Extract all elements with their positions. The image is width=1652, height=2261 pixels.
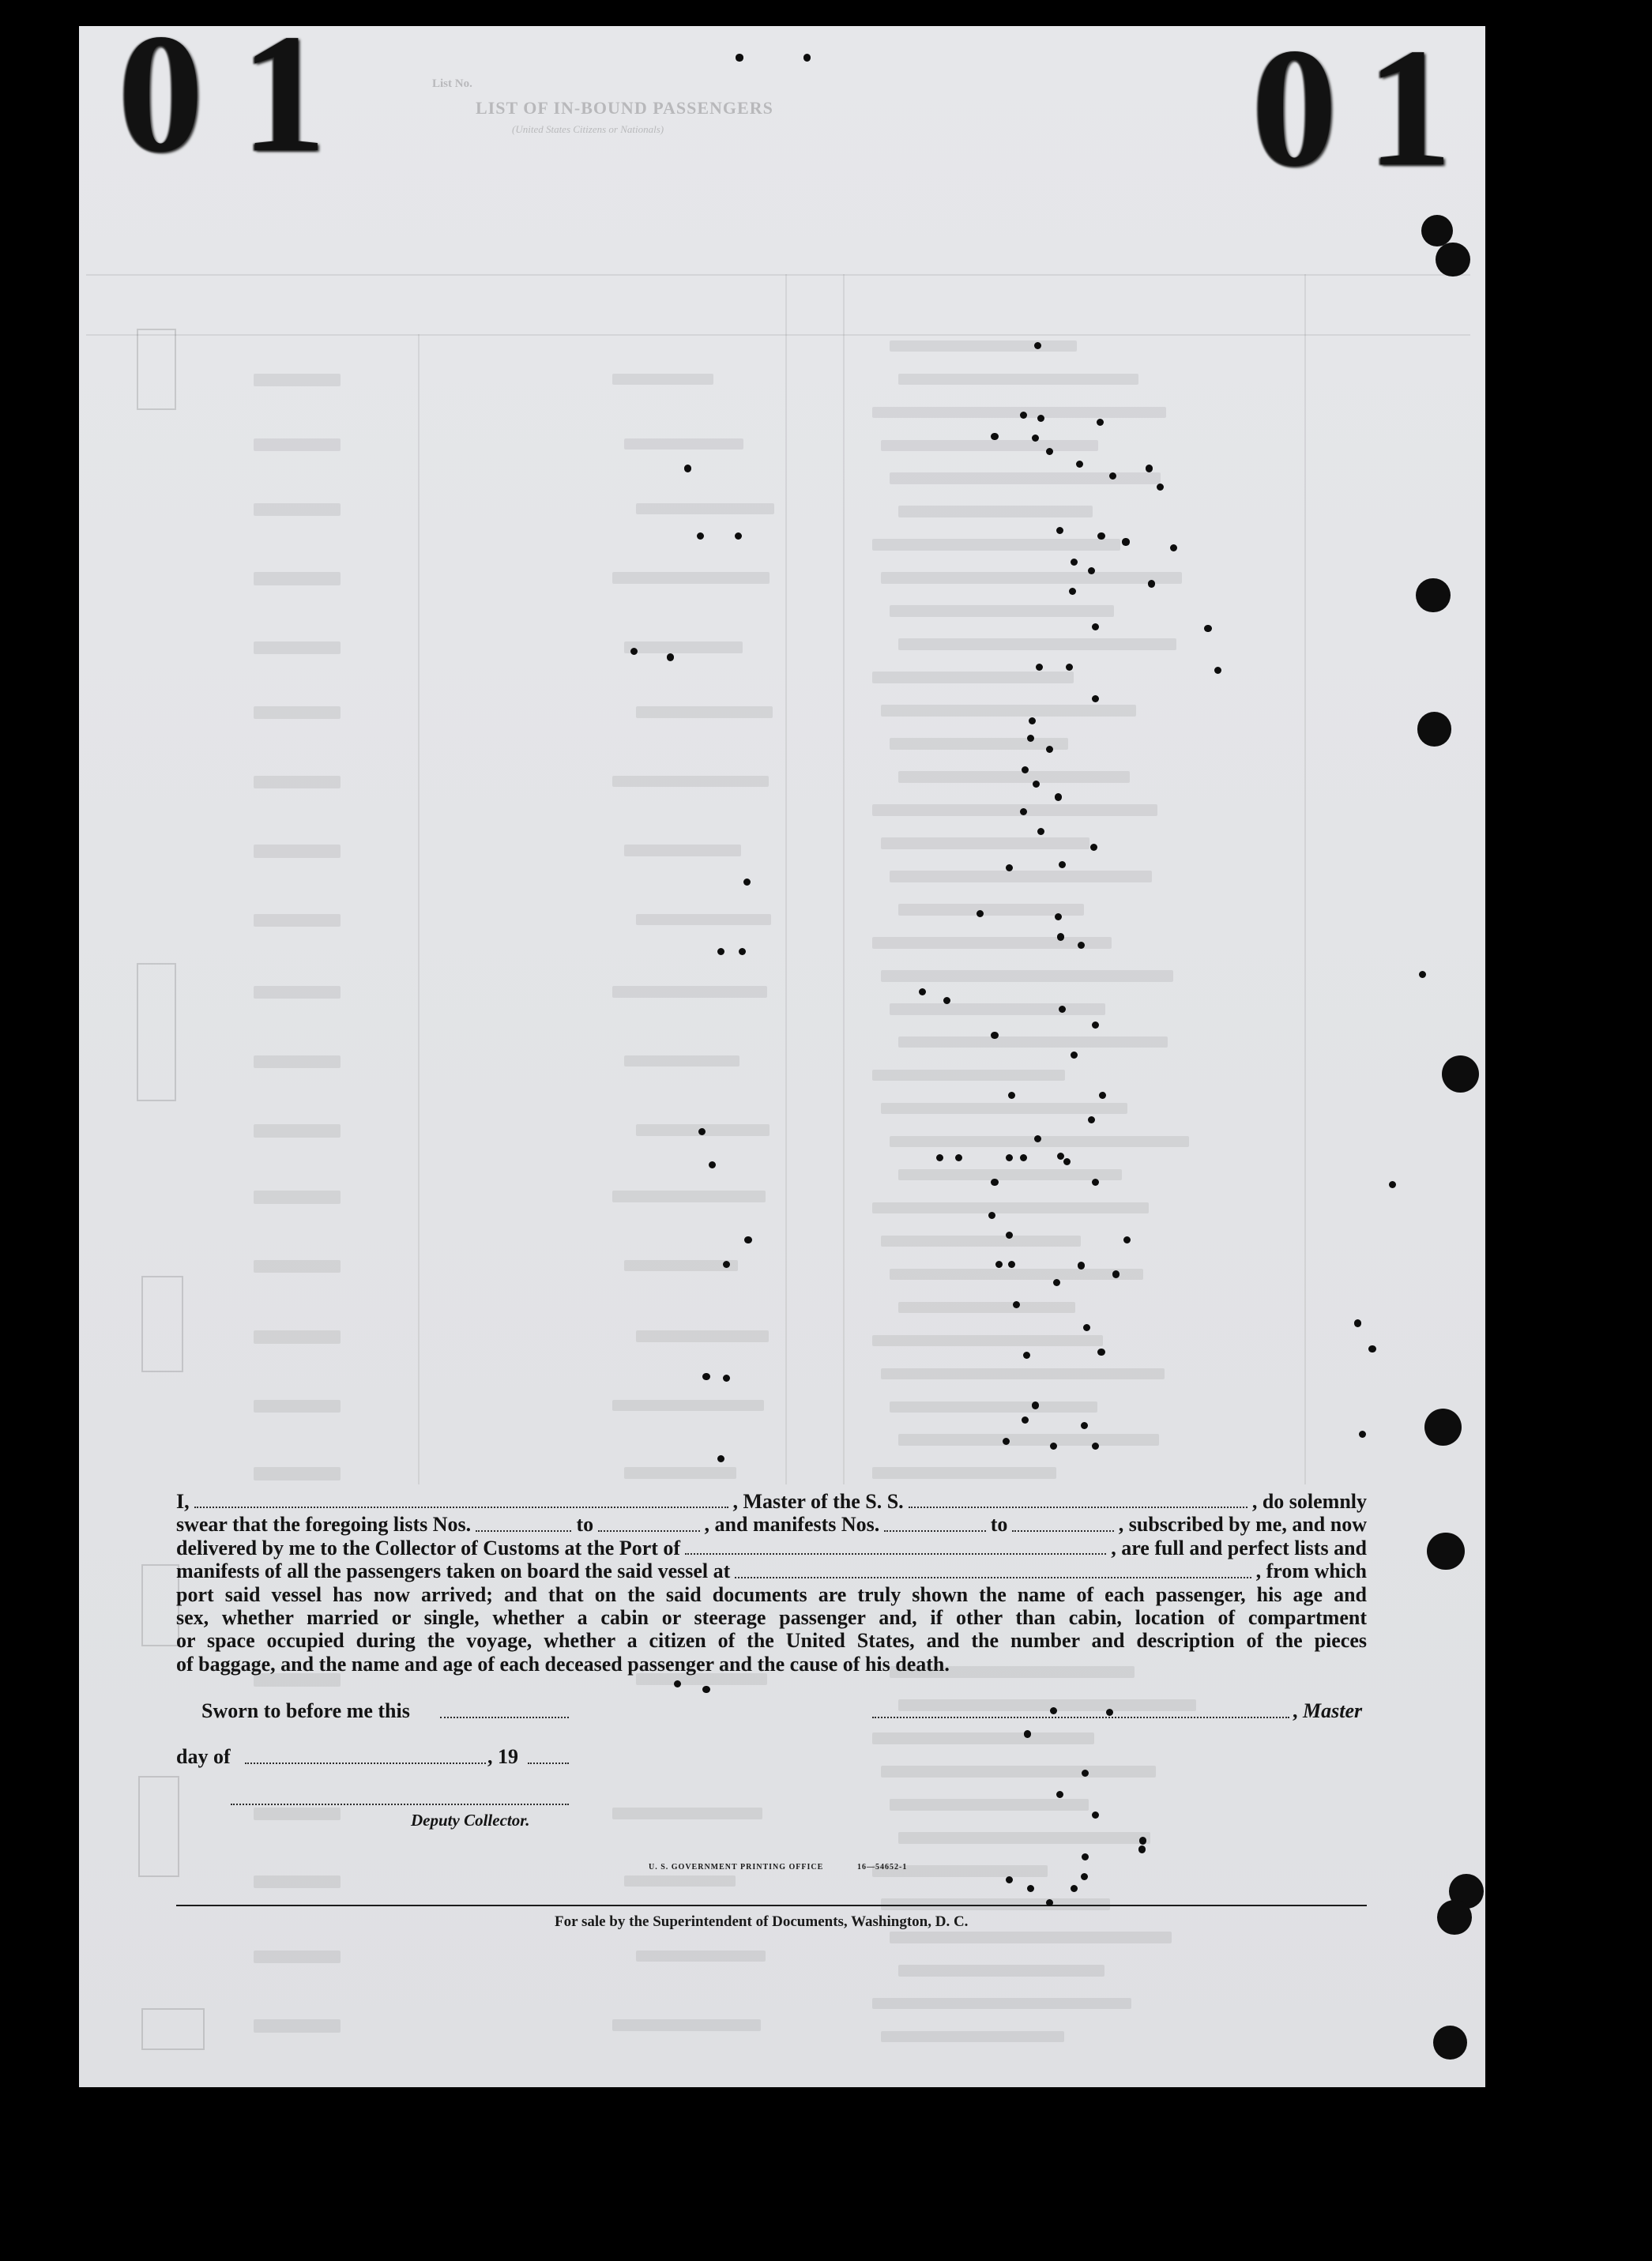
- master-comma: ,: [1293, 1699, 1298, 1722]
- bleed-text-mark: [624, 1467, 736, 1479]
- manifest-from-blank: [884, 1530, 985, 1532]
- ink-dot: [1027, 1885, 1034, 1892]
- ink-dot: [1138, 1845, 1146, 1853]
- oath-text: delivered by me to the Collector of Customs at the Port of: [176, 1536, 681, 1559]
- bleed-text-mark: [254, 706, 340, 719]
- bleed-text-mark: [881, 572, 1182, 584]
- bleed-text-mark: [612, 986, 766, 998]
- bleed-text-mark: [898, 1434, 1159, 1446]
- ink-dot: [1050, 1443, 1057, 1450]
- bleed-stamp-box: [141, 1564, 179, 1646]
- ink-dot: [936, 1154, 943, 1161]
- bleed-text-mark: [612, 1400, 764, 1412]
- bleed-text-mark: [881, 1236, 1082, 1247]
- bleed-text-mark: [872, 1467, 1057, 1479]
- ink-dot: [1022, 766, 1029, 773]
- bleed-text-mark: [872, 1202, 1149, 1214]
- oath-line: or space occupied during the voyage, whether a citizen of the United States, and the number and description of the pieces: [176, 1629, 1367, 1653]
- list-from-blank: [476, 1530, 571, 1532]
- punch-hole: [1424, 1409, 1462, 1446]
- bleed-text-mark: [890, 1401, 1097, 1413]
- ink-dot: [1055, 793, 1062, 800]
- ink-dot: [1088, 1116, 1095, 1123]
- bleed-text-mark: [881, 970, 1173, 982]
- bleed-text-mark: [636, 1951, 766, 1962]
- year-prefix: , 19: [487, 1745, 518, 1768]
- bleed-text-mark: [254, 1400, 340, 1413]
- ink-dot: [1006, 864, 1013, 871]
- ink-dot: [1020, 412, 1027, 419]
- oath-line: sex, whether married or single, whether a cabin or steerage passenger and, if other than cabin, location of compartment: [176, 1605, 1367, 1629]
- bleed-text-mark: [254, 1260, 340, 1273]
- day-of-label: day of: [176, 1745, 231, 1768]
- ink-dot: [988, 1212, 995, 1219]
- bleed-text-mark: [254, 914, 340, 927]
- bleed-text-mark: [898, 1832, 1150, 1844]
- bleed-text-mark: [254, 641, 340, 654]
- bleed-text-mark: [612, 1191, 765, 1202]
- ink-dot: [1055, 913, 1062, 920]
- ink-dot: [1139, 1837, 1146, 1844]
- ink-dot: [702, 1373, 709, 1380]
- ink-dot: [1170, 544, 1177, 551]
- oath-text: , are full and perfect lists and: [1111, 1536, 1367, 1559]
- bleed-text-mark: [612, 374, 713, 386]
- ink-dot: [717, 1455, 724, 1462]
- ink-dot: [1029, 717, 1036, 724]
- ink-dot: [1032, 1401, 1039, 1409]
- bleed-text-mark: [612, 776, 768, 788]
- punch-hole: [1437, 1900, 1472, 1935]
- ink-dot: [739, 948, 746, 955]
- bleed-text-mark: [636, 914, 772, 926]
- bleed-text-mark: [254, 572, 340, 585]
- bleed-row-rule: [86, 334, 1470, 336]
- ink-dot: [743, 878, 751, 886]
- bleed-text-mark: [254, 845, 340, 857]
- ink-dot: [1046, 1899, 1053, 1906]
- bleed-text-mark: [872, 1070, 1065, 1082]
- ink-dot: [1006, 1232, 1013, 1239]
- ink-dot: [1006, 1154, 1013, 1161]
- bleed-text-mark: [872, 804, 1157, 816]
- bleed-text-mark: [898, 1965, 1104, 1977]
- bleed-text-mark: [636, 503, 774, 515]
- bleed-row-rule: [86, 274, 1470, 276]
- ink-dot: [1020, 808, 1027, 815]
- bleed-column-rule: [1304, 274, 1306, 1485]
- bleed-text-mark: [254, 1808, 340, 1820]
- port-of-arrival-blank: [685, 1553, 1106, 1555]
- bleed-column-rule: [843, 274, 845, 1485]
- ink-dot: [1122, 538, 1129, 545]
- ink-dot: [1092, 1443, 1099, 1450]
- ink-dot: [1078, 1262, 1085, 1269]
- bleed-text-mark: [254, 374, 340, 386]
- ink-dot: [736, 54, 743, 61]
- bleed-text-mark: [254, 1055, 340, 1068]
- bleed-text-mark: [254, 776, 340, 788]
- bleed-text-mark: [254, 1951, 340, 1963]
- bleed-text-mark: [872, 1732, 1094, 1744]
- manifest-to-blank: [1012, 1530, 1113, 1532]
- ink-dot: [717, 948, 724, 955]
- ink-dot: [803, 54, 811, 61]
- bleed-text-mark: [872, 1998, 1131, 2010]
- ink-dot: [955, 1154, 962, 1161]
- oath-text: , subscribed by me, and now: [1118, 1513, 1367, 1537]
- bleed-text-mark: [254, 986, 340, 999]
- ink-dot: [1071, 1051, 1078, 1059]
- bleed-text-mark: [254, 2019, 340, 2032]
- bleed-text-mark: [890, 1269, 1143, 1281]
- ink-dot: [744, 1236, 751, 1243]
- bleed-text-mark: [872, 672, 1074, 683]
- master-oath-paragraph: [176, 1490, 1367, 1676]
- ink-dot: [1081, 1422, 1088, 1429]
- ink-dot: [1022, 1416, 1029, 1424]
- ink-dot: [1056, 1791, 1063, 1798]
- ink-dot: [1057, 933, 1064, 940]
- bleed-form-subtitle: (United States Citizens or Nationals): [512, 123, 664, 135]
- bleed-text-mark: [872, 937, 1112, 949]
- bleed-text-mark: [881, 1368, 1165, 1380]
- ink-dot: [1023, 1352, 1030, 1359]
- for-sale-notice: For sale by the Superintendent of Documents, Washington, D. C.: [555, 1913, 969, 1930]
- ink-dot: [1059, 1006, 1066, 1013]
- ink-dot: [702, 1686, 709, 1693]
- ink-dot: [1148, 580, 1155, 587]
- oath-text: , and manifests Nos.: [704, 1513, 880, 1537]
- ink-dot: [1204, 625, 1211, 632]
- oath-line: [176, 1537, 1367, 1559]
- ink-dot: [1046, 448, 1053, 455]
- bleed-text-mark: [254, 1124, 340, 1137]
- ink-dot: [723, 1261, 730, 1268]
- ink-dot: [1092, 1021, 1099, 1029]
- punch-hole: [1427, 1533, 1464, 1570]
- oath-line: of baggage, and the name and age of each deceased passenger and the cause of his death.: [176, 1652, 950, 1676]
- sworn-before-label: Sworn to before me this: [201, 1699, 410, 1722]
- ink-dot: [1071, 559, 1078, 566]
- bleed-text-mark: [636, 706, 773, 718]
- bleed-text-mark: [881, 440, 1099, 452]
- bleed-text-mark: [898, 1169, 1122, 1181]
- bleed-text-mark: [898, 374, 1139, 386]
- deputy-collector-signature-blank: [231, 1804, 569, 1805]
- year-blank: [528, 1763, 569, 1764]
- bleed-text-mark: [890, 871, 1152, 882]
- ink-dot: [1071, 1885, 1078, 1892]
- ink-dot: [1368, 1345, 1375, 1352]
- bleed-text-mark: [624, 1055, 739, 1067]
- bleed-text-mark: [624, 641, 743, 653]
- oath-text: , do solemnly: [1251, 1490, 1367, 1513]
- oath-text: swear that the foregoing lists Nos.: [176, 1513, 472, 1537]
- bleed-list-number-label: List No.: [432, 77, 472, 90]
- punch-hole: [1421, 215, 1453, 246]
- bleed-text-mark: [881, 2031, 1064, 2043]
- oath-text: , Master of the S. S.: [732, 1490, 904, 1513]
- oath-line: [176, 1490, 1367, 1513]
- ink-dot: [1069, 588, 1076, 595]
- punch-hole: [1417, 712, 1452, 747]
- bleed-text-mark: [898, 1036, 1168, 1048]
- port-of-departure-blank: [735, 1577, 1251, 1578]
- oath-line: port said vessel has now arrived; and that on the said documents are truly shown the name of each passenger, his age and: [176, 1582, 1367, 1606]
- bleed-stamp-box: [138, 1776, 179, 1877]
- oath-line: [176, 1513, 1367, 1536]
- bleed-text-mark: [898, 1302, 1075, 1314]
- sheet-number-stamp-right: 01: [1252, 13, 1482, 201]
- master-name-blank: [194, 1507, 728, 1508]
- ink-dot: [1092, 1179, 1099, 1186]
- bleed-text-mark: [890, 340, 1077, 352]
- bleed-text-mark: [254, 503, 340, 516]
- bleed-text-mark: [881, 705, 1136, 717]
- punch-hole: [1416, 578, 1451, 613]
- punch-hole: [1436, 243, 1470, 277]
- bleed-text-mark: [881, 837, 1090, 849]
- bleed-text-mark: [898, 506, 1093, 517]
- bleed-stamp-box: [137, 963, 176, 1102]
- ink-dot: [1354, 1319, 1361, 1326]
- bleed-form-title: LIST OF IN-BOUND PASSENGERS: [476, 98, 773, 118]
- ink-dot: [1088, 567, 1095, 574]
- bleed-text-mark: [890, 605, 1115, 617]
- ink-dot: [1027, 735, 1034, 742]
- bleed-text-mark: [624, 845, 741, 856]
- bleed-text-mark: [624, 1260, 738, 1272]
- ink-dot: [735, 532, 742, 540]
- ink-dot: [1037, 415, 1044, 422]
- ink-dot: [1092, 1811, 1099, 1819]
- oath-text: manifests of all the passengers taken on board the said vessel at: [176, 1559, 731, 1583]
- bleed-text-mark: [254, 1191, 340, 1203]
- ink-dot: [684, 465, 691, 472]
- ink-dot: [1146, 465, 1153, 472]
- ink-dot: [1097, 532, 1104, 540]
- footer-rule: [176, 1905, 1367, 1906]
- ink-dot: [1109, 472, 1116, 480]
- oath-text: to: [576, 1513, 594, 1537]
- ink-dot: [1056, 527, 1063, 534]
- master-label: Master: [1303, 1699, 1363, 1722]
- oath-text: , from which: [1255, 1559, 1367, 1583]
- bleed-text-mark: [612, 2019, 761, 2031]
- bleed-text-mark: [898, 771, 1131, 783]
- list-to-blank: [598, 1530, 699, 1532]
- printer-imprint: U. S. GOVERNMENT PRINTING OFFICE: [649, 1863, 824, 1872]
- ink-dot: [674, 1680, 681, 1687]
- bleed-text-mark: [890, 1799, 1089, 1811]
- bleed-text-mark: [612, 572, 770, 584]
- vessel-name-blank: [909, 1507, 1247, 1508]
- ink-dot: [1359, 1431, 1366, 1438]
- ink-dot: [991, 433, 998, 440]
- sworn-date-blank: [440, 1717, 569, 1718]
- bleed-text-mark: [890, 1932, 1172, 1943]
- bleed-text-mark: [890, 472, 1161, 484]
- bleed-text-mark: [898, 638, 1176, 650]
- bleed-text-mark: [636, 1330, 769, 1342]
- bleed-text-mark: [890, 738, 1068, 750]
- ink-dot: [1013, 1301, 1020, 1308]
- bleed-text-mark: [881, 1766, 1157, 1778]
- oath-text: I,: [176, 1490, 190, 1513]
- master-signature-label: [1293, 1699, 1362, 1722]
- month-blank: [245, 1763, 486, 1764]
- deputy-collector-label: Deputy Collector.: [411, 1811, 530, 1830]
- ink-dot: [1097, 1349, 1104, 1356]
- bleed-text-mark: [254, 1467, 340, 1480]
- bleed-column-rule: [785, 274, 787, 1485]
- bleed-text-mark: [624, 438, 743, 450]
- ink-dot: [1032, 435, 1039, 442]
- master-signature-blank: [872, 1717, 1289, 1718]
- ink-dot: [1006, 1876, 1013, 1883]
- bleed-text-mark: [612, 1808, 762, 1819]
- bleed-text-mark: [898, 1699, 1197, 1711]
- bleed-stamp-box: [137, 329, 176, 410]
- ink-dot: [709, 1161, 716, 1168]
- bleed-text-mark: [872, 407, 1166, 419]
- bleed-column-rule: [418, 334, 420, 1484]
- sheet-number-stamp-left: 01: [119, 0, 364, 187]
- bleed-text-mark: [881, 1103, 1127, 1115]
- bleed-text-mark: [890, 1003, 1106, 1015]
- bleed-stamp-box: [141, 1276, 183, 1373]
- ink-dot: [1063, 1158, 1071, 1165]
- ink-dot: [991, 1032, 998, 1039]
- bleed-stamp-box: [141, 2008, 205, 2050]
- ink-dot: [1097, 419, 1104, 426]
- oath-text: to: [990, 1513, 1008, 1537]
- ink-dot: [667, 653, 674, 660]
- form-number: 16—54652-1: [857, 1863, 908, 1872]
- bleed-text-mark: [254, 1875, 340, 1888]
- bleed-text-mark: [872, 1335, 1103, 1347]
- ink-dot: [991, 1179, 998, 1186]
- ink-dot: [1024, 1730, 1031, 1737]
- ink-dot: [995, 1261, 1003, 1268]
- bleed-text-mark: [254, 1330, 340, 1343]
- ink-dot: [1081, 1873, 1088, 1880]
- bleed-text-mark: [254, 438, 340, 451]
- ink-dot: [698, 1128, 706, 1135]
- bleed-text-mark: [872, 539, 1120, 551]
- oath-line: [176, 1559, 1367, 1582]
- bleed-text-mark: [624, 1875, 735, 1887]
- ink-dot: [1112, 1270, 1120, 1277]
- ink-dot: [1020, 1154, 1027, 1161]
- ink-dot: [723, 1375, 730, 1382]
- punch-hole: [1442, 1055, 1479, 1093]
